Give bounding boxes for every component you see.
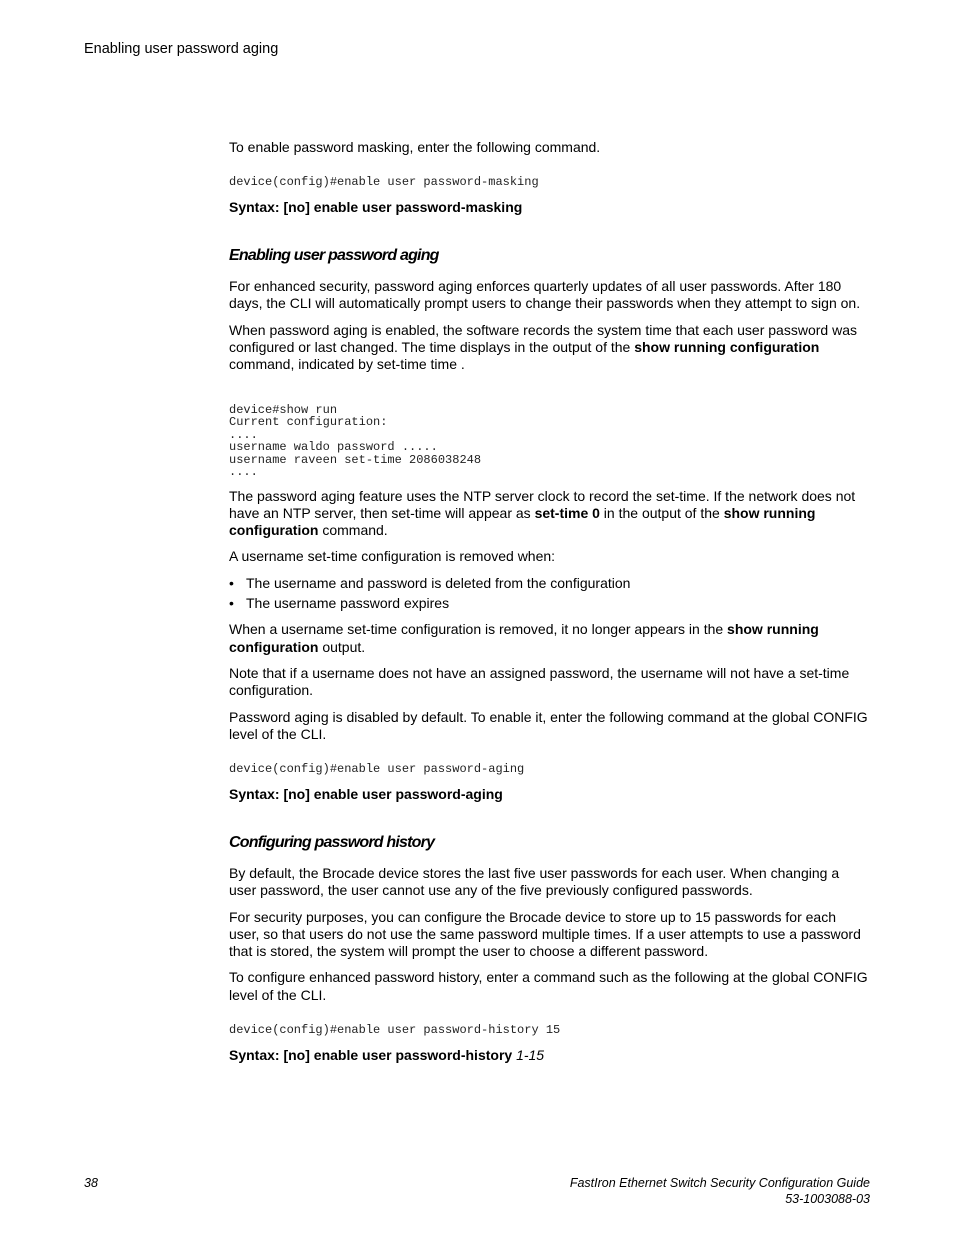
- page-content: [229, 139, 869, 1064]
- aging-command: device(config)#enable user password-aging: [229, 762, 525, 777]
- aging-paragraph-6: Note that if a username does not have an assigned password, the username will not have a set-time configuration.: [229, 664, 850, 699]
- running-header: Enabling user password aging: [84, 41, 279, 57]
- history-command: device(config)#enable user password-history 15: [229, 1023, 561, 1038]
- aging-paragraph-7: Password aging is disabled by default. To enable it, enter the following command at the global CONFIG level of the CLI.: [229, 708, 868, 742]
- aging-paragraph-4: A username set-time configuration is removed when:: [229, 548, 556, 565]
- removal-conditions-list: [229, 575, 869, 613]
- masking-syntax: Syntax: [no] enable user password-masking: [229, 198, 523, 215]
- masking-intro: To enable password masking, enter the following command.: [229, 139, 601, 155]
- show-run-output: device#show run Current configuration: .... username waldo password ..... username raveen set-time 2086038248 ....: [229, 402, 482, 480]
- masking-command: device(config)#enable user password-masking: [229, 175, 539, 190]
- page-number: 38: [84, 1176, 98, 1190]
- history-heading: Configuring password history: [229, 833, 435, 851]
- history-paragraph-1: By default, the Brocade device stores the last five user passwords for each user. When changing a user password, the user cannot use any of the five previously configured passwords.: [229, 864, 840, 899]
- history-paragraph-3: To configure enhanced password history, enter a command such as the following at the global CONFIG level of the CLI.: [229, 969, 868, 1003]
- history-paragraph-2: For security purposes, you can configure the Brocade device to store up to 15 passwords for each user, so that users do not use the same password multiple times. If a user attempts to use a password that is stored, the system will prompt the user to choose a different password.: [229, 908, 861, 960]
- aging-paragraph-2: When password aging is enabled, the software records the system time that each user password was configured or last changed. The time displays in the output of the show running configuration command, indicated by set-time time .: [229, 321, 857, 373]
- guide-title: FastIron Ethernet Switch Security Configuration Guide: [569, 1176, 870, 1190]
- history-syntax: Syntax: [no] enable user password-history 1-15: [229, 1046, 545, 1063]
- list-item: • The username password expires: [229, 595, 869, 612]
- aging-paragraph-5: When a username set-time configuration is removed, it no longer appears in the show running configuration output.: [229, 621, 819, 655]
- footer-document-info: [570, 1176, 870, 1207]
- aging-syntax: Syntax: [no] enable user password-aging: [229, 785, 503, 802]
- list-item: • The username and password is deleted from the configuration: [229, 575, 869, 592]
- document-number: 53-1003088-03: [785, 1191, 870, 1206]
- aging-paragraph-1: For enhanced security, password aging enforces quarterly updates of all user passwords. After 180 days, the CLI will automatically prompt users to change their passwords when they attempt to sign on.: [229, 278, 861, 312]
- aging-paragraph-3: The password aging feature uses the NTP server clock to record the set-time. If the network does not have an NTP server, then set-time will appear as set-time 0 in the output of the show running configuration command.: [229, 487, 856, 539]
- aging-heading: Enabling user password aging: [229, 247, 439, 265]
